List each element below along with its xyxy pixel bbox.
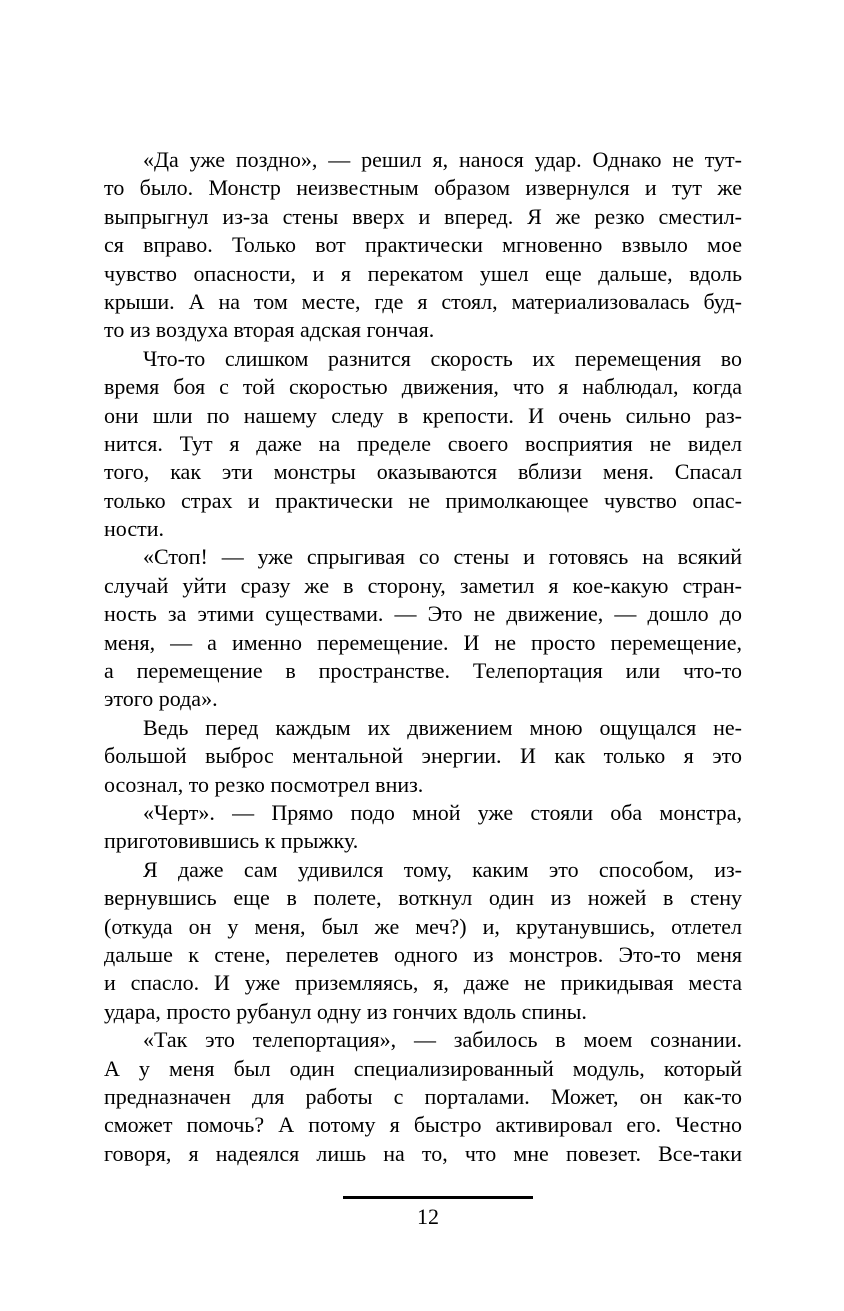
text-line: чувство опасности, и я перекатом ушел еще дальше, вдоль [104, 260, 742, 286]
text-line: говоря, я надеялся лишь на то, что мне повезет. Все-таки [104, 1140, 742, 1166]
text-line: выпрыгнул из-за стены вверх и вперед. Я же резко сместил- [104, 203, 742, 229]
text-line: они шли по нашему следу в крепости. И очень сильно раз- [104, 402, 742, 428]
text-line: ся вправо. Только вот практически мгновенно взвыло мое [104, 232, 742, 258]
page-text [104, 146, 742, 1168]
text-line: крыши. А на том месте, где я стоял, материализовалась буд- [104, 288, 742, 314]
text-line: только страх и практически не примолкающее чувство опас- [104, 487, 742, 513]
text-line: Ведь перед каждым их движением мною ощущался не- [143, 714, 742, 740]
text-line: «Стоп! — уже спрыгивая со стены и готовясь на всякий [143, 544, 742, 570]
text-line: предназначен для работы с порталами. Может, он как-то [104, 1083, 742, 1109]
text-line: ность за этими существами. — Это не движение, — дошло до [104, 601, 742, 627]
footer-rule [343, 1196, 533, 1199]
text-line: «Черт». — Прямо подо мной уже стояли оба монстра, [143, 799, 742, 825]
text-line: а перемещение в пространстве. Телепортация или что-то [104, 658, 742, 684]
text-line: то было. Монстр неизвестным образом извернулся и тут же [104, 175, 742, 201]
text-line: дальше к стене, перелетев одного из монстров. Это-то меня [104, 941, 742, 967]
text-line: «Так это телепортация», — забилось в моем сознании. [143, 1027, 742, 1053]
page-number: 12 [417, 1204, 439, 1229]
text-line: А у меня был один специализированный модуль, который [104, 1055, 742, 1081]
text-line: нится. Тут я даже на пределе своего восприятия не видел [104, 430, 742, 456]
text-line: этого рода». [104, 686, 218, 712]
text-line: то из воздуха вторая адская гончая. [104, 317, 435, 343]
text-line: сможет помочь? А потому я быстро активировал его. Честно [104, 1112, 742, 1138]
text-line: меня, — а именно перемещение. И не просто перемещение, [104, 629, 742, 655]
text-line: и спасло. И уже приземляясь, я, даже не прикидывая места [104, 970, 742, 996]
text-line: удара, просто рубанул одну из гончих вдоль спины. [104, 998, 587, 1024]
text-line: осознал, то резко посмотрел вниз. [104, 771, 424, 797]
text-line: приготовившись к прыжку. [104, 828, 359, 854]
text-line: вернувшись еще в полете, воткнул один из ножей в стену [104, 885, 742, 911]
text-line: Что-то слишком разнится скорость их перемещения во [143, 345, 742, 371]
text-line: случай уйти сразу же в сторону, заметил я кое-какую стран- [104, 572, 742, 598]
text-line: (откуда он у меня, был же меч?) и, крутанувшись, отлетел [104, 913, 742, 939]
text-line: того, как эти монстры оказываются вблизи меня. Спасал [104, 459, 742, 485]
text-line: «Да уже поздно», — решил я, нанося удар. Однако не тут- [143, 147, 742, 172]
text-line: большой выброс ментальной энергии. И как только я это [104, 743, 742, 769]
text-line: Я даже сам удивился тому, каким это способом, из- [143, 856, 742, 882]
text-line: ности. [104, 516, 164, 542]
text-line: время боя с той скоростью движения, что я наблюдал, когда [104, 374, 742, 400]
